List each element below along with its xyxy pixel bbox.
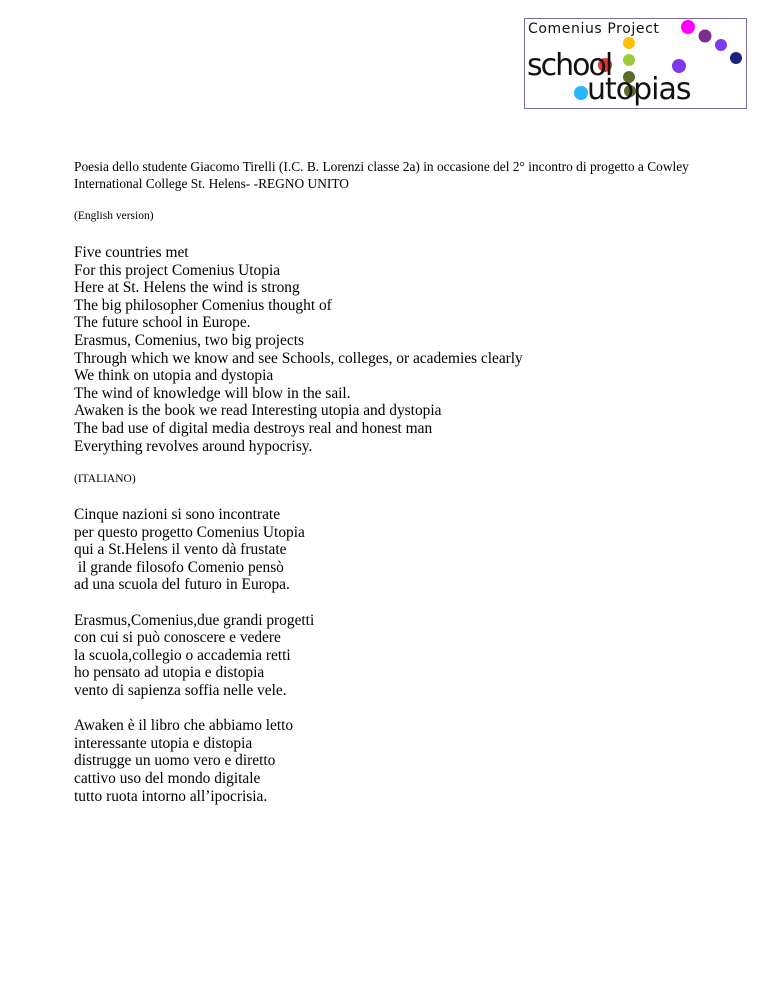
intro-paragraph: Poesia dello studente Giacomo Tirelli (I.C. B. Lorenzi classe 2a) in occasione del 2° incontro di progetto a Cowley International College St. Helens- -REGNO UNITO (74, 159, 689, 191)
poem-line: vento di sapienza soffia nelle vele. (74, 681, 287, 699)
english-version-label: (English version) (74, 210, 154, 222)
poem-line: distrugge un uomo vero e diretto (74, 752, 276, 770)
logo-title: Comenius Project (528, 21, 660, 37)
poem-line: cattivo uso del mondo digitale (74, 769, 261, 787)
stanza (74, 717, 314, 805)
logo-dot (672, 59, 686, 73)
poem-line: per questo progetto Comenius Utopia (74, 523, 305, 541)
poem-line: ho pensato ad utopia e distopia (74, 664, 265, 682)
poem-line: Five countries met (74, 244, 189, 261)
poem-line: Erasmus,Comenius,due grandi progetti (74, 611, 315, 629)
logo-dot (699, 30, 712, 43)
poem-line: ad una scuola del futuro in Europa. (74, 576, 290, 594)
poem-line: Everything revolves around hypocrisy. (74, 437, 313, 455)
poem-line: qui a St.Helens il vento dà frustate (74, 541, 287, 559)
poem-line: con cui si può conoscere e vedere (74, 629, 281, 647)
comenius-project-logo (524, 18, 747, 109)
english-poem (74, 244, 523, 455)
logo-dot (715, 39, 727, 51)
stanza (74, 612, 314, 700)
logo-word-utopias: utopias (587, 72, 691, 107)
poem-line: The bad use of digital media destroys real and honest man (74, 419, 433, 437)
poem-line: The big philosopher Comenius thought of (74, 296, 332, 314)
poem-line: tutto ruota intorno all’ipocrisia. (74, 787, 268, 805)
logo-dot (730, 52, 742, 64)
italiano-label: (ITALIANO) (74, 473, 136, 485)
poem-line: The wind of knowledge will blow in the sail. (74, 384, 351, 402)
poem-line: The future school in Europe. (74, 314, 251, 332)
poem-line: Cinque nazioni si sono incontrate (74, 506, 281, 523)
poem-line: il grande filosofo Comenio pensò (74, 558, 284, 576)
logo-dot (623, 37, 635, 49)
stanza (74, 506, 314, 594)
poem-line: Awaken is the book we read Interesting utopia and dystopia (74, 402, 442, 420)
poem-line: For this project Comenius Utopia (74, 261, 281, 279)
logo-word-school: school (527, 48, 612, 83)
logo-dot (623, 54, 635, 66)
poem-line: Awaken è il libro che abbiamo letto (74, 717, 294, 735)
italian-poem (74, 506, 314, 805)
logo-dot (681, 20, 695, 34)
logo-dot (574, 86, 588, 100)
poem-line: la scuola,collegio o accademia retti (74, 646, 291, 664)
poem-line: Through which we know and see Schools, colleges, or academies clearly (74, 349, 523, 367)
poem-line: Here at St. Helens the wind is strong (74, 279, 300, 297)
poem-line: We think on utopia and dystopia (74, 367, 274, 385)
poem-line: interessante utopia e distopia (74, 734, 253, 752)
poem-line: Erasmus, Comenius, two big projects (74, 331, 304, 349)
